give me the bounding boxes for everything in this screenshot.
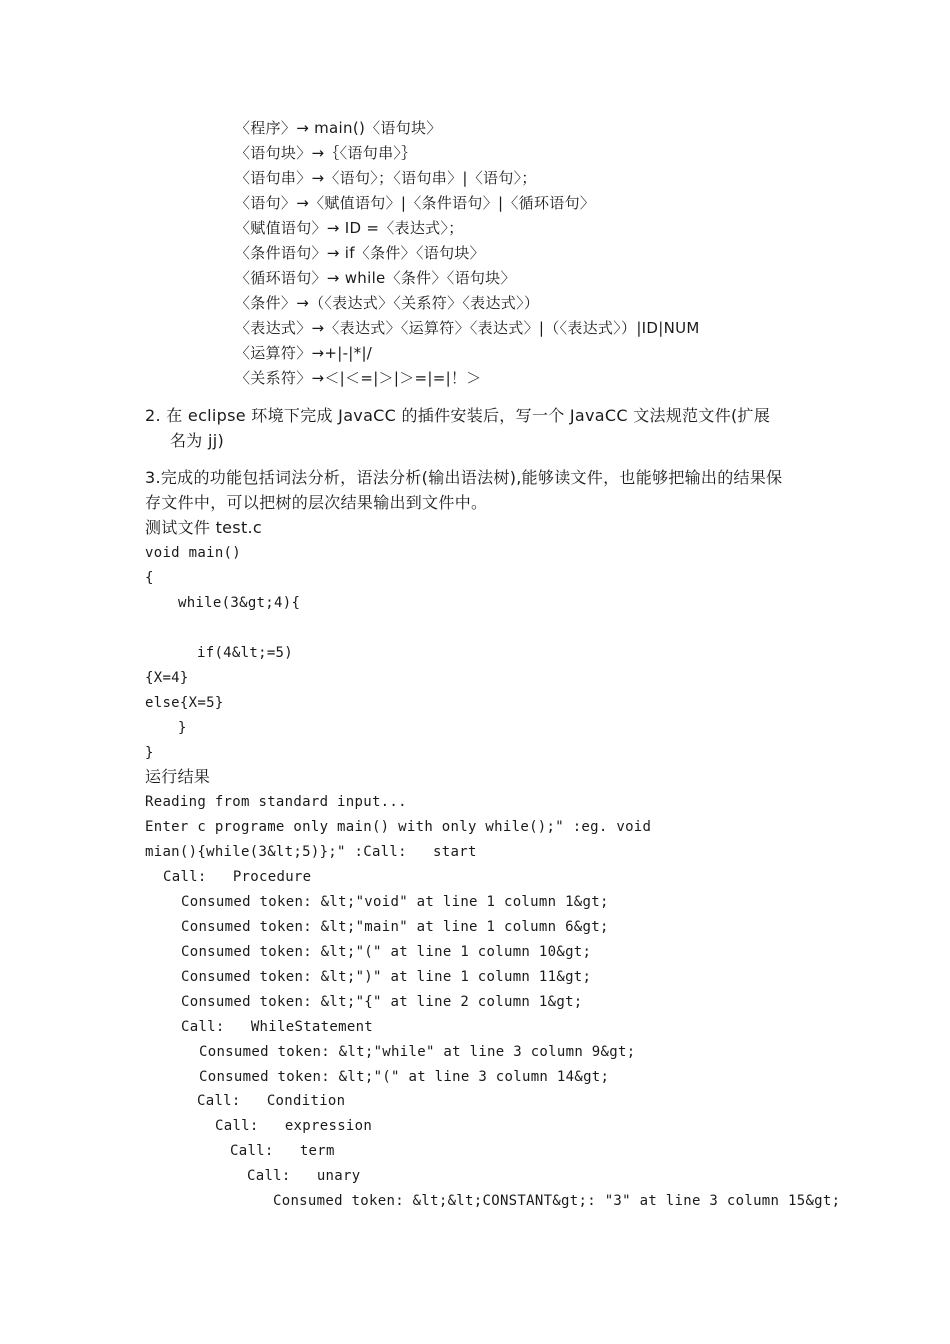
code-line: {X=4} bbox=[145, 670, 189, 686]
output-line: mian(){while(3&lt;5)};" :Call: start bbox=[145, 844, 477, 860]
grammar-rule: 〈语句〉→〈赋值语句〉|〈条件语句〉|〈循环语句〉 bbox=[235, 194, 596, 212]
grammar-rule: 〈循环语句〉→ while〈条件〉〈语句块〉 bbox=[235, 269, 516, 287]
code-line: { bbox=[145, 570, 154, 586]
item-3-text: 3.完成的功能包括词法分析，语法分析(输出语法树),能够读文件，也能够把输出的结果保 bbox=[145, 468, 783, 487]
code-line: while(3&gt;4){ bbox=[178, 595, 301, 611]
test-file-label: 测试文件 test.c bbox=[145, 518, 262, 537]
output-line: Call: unary bbox=[247, 1168, 361, 1184]
code-line: void main() bbox=[145, 545, 242, 561]
output-line: Consumed token: &lt;"while" at line 3 column 9&gt; bbox=[199, 1044, 636, 1060]
item-2-text: 名为 jj) bbox=[170, 431, 225, 450]
grammar-rule: 〈语句串〉→〈语句〉；〈语句串〉|〈语句〉； bbox=[235, 169, 537, 187]
output-line: Consumed token: &lt;")" at line 1 column 11&gt; bbox=[181, 969, 592, 985]
code-line: } bbox=[145, 745, 154, 761]
output-line: Consumed token: &lt;"{" at line 2 column 1&gt; bbox=[181, 994, 583, 1010]
code-line: else{X=5} bbox=[145, 695, 224, 711]
output-line: Consumed token: &lt;&lt;CONSTANT&gt;: "3" at line 3 column 15&gt; bbox=[273, 1193, 841, 1209]
item-2-text: 2. 在 eclipse 环境下完成 JavaCC 的插件安装后，写一个 JavaCC 文法规范文件(扩展 bbox=[145, 406, 771, 425]
code-line: if(4&lt;=5) bbox=[197, 645, 294, 661]
item-3-text: 存文件中，可以把树的层次结果输出到文件中。 bbox=[145, 493, 488, 512]
output-line: Call: expression bbox=[215, 1118, 373, 1134]
code-line: } bbox=[178, 720, 187, 736]
output-line: Reading from standard input... bbox=[145, 794, 407, 810]
output-line: Consumed token: &lt;"(" at line 1 column 10&gt; bbox=[181, 944, 592, 960]
grammar-rule: 〈程序〉→ main()〈语句块〉 bbox=[235, 119, 442, 137]
grammar-rule: 〈语句块〉→｛〈语句串〉｝ bbox=[235, 144, 417, 162]
result-label: 运行结果 bbox=[145, 767, 211, 786]
output-line: Consumed token: &lt;"void" at line 1 column 1&gt; bbox=[181, 894, 609, 910]
grammar-rule: 〈运算符〉→+|-|*|/ bbox=[235, 344, 373, 362]
output-line: Call: Condition bbox=[197, 1093, 346, 1109]
grammar-rule: 〈关系符〉→＜|＜=|＞|＞=|=|！＞ bbox=[235, 369, 482, 387]
output-line: Consumed token: &lt;"(" at line 3 column 14&gt; bbox=[199, 1069, 610, 1085]
output-line: Call: WhileStatement bbox=[181, 1019, 374, 1035]
grammar-rule: 〈表达式〉→〈表达式〉〈运算符〉〈表达式〉|（〈表达式〉）|ID|NUM bbox=[235, 319, 700, 337]
output-line: Enter c programe only main() with only while();" :eg. void bbox=[145, 819, 652, 835]
output-line: Call: term bbox=[230, 1143, 335, 1159]
grammar-rule: 〈条件〉→（〈表达式〉〈关系符〉〈表达式〉） bbox=[235, 294, 540, 312]
grammar-rule: 〈条件语句〉→ if〈条件〉〈语句块〉 bbox=[235, 244, 485, 262]
output-line: Consumed token: &lt;"main" at line 1 column 6&gt; bbox=[181, 919, 609, 935]
output-line: Call: Procedure bbox=[163, 869, 312, 885]
grammar-rule: 〈赋值语句〉→ ID =〈表达式〉； bbox=[235, 219, 464, 237]
